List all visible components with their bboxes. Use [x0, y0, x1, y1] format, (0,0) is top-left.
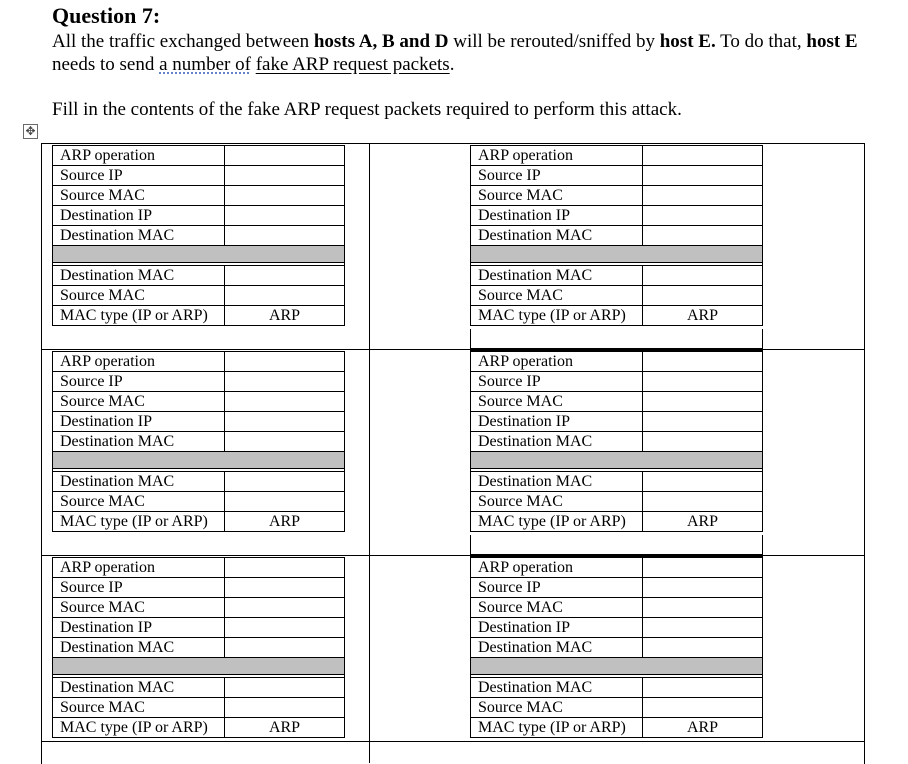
arp-packet-table-6	[470, 557, 761, 738]
arp-operation-input[interactable]	[643, 558, 763, 578]
source-ip-input[interactable]	[643, 372, 763, 392]
eth-source-mac-input[interactable]	[225, 492, 345, 512]
mac-type-label: MAC type (IP or ARP)	[53, 718, 225, 738]
destination-ip-input[interactable]	[225, 412, 345, 432]
destination-mac-input[interactable]	[225, 638, 345, 658]
packet-row	[53, 618, 345, 638]
packet-row	[53, 146, 345, 166]
packet-row	[471, 718, 763, 738]
source-ip-input[interactable]	[643, 166, 763, 186]
packet-row	[53, 206, 345, 226]
eth-source-mac-label: Source MAC	[471, 698, 643, 718]
packet-row	[471, 306, 763, 326]
instruction-text: Fill in the contents of the fake ARP request packets required to perform this attack.	[52, 99, 682, 120]
packet-row	[53, 226, 345, 246]
question-text-underlined: fake ARP request packets	[255, 54, 450, 75]
question-text	[52, 30, 872, 76]
packet-row	[471, 638, 763, 658]
packet-row	[471, 166, 763, 186]
eth-destination-mac-label: Destination MAC	[53, 472, 225, 492]
packet-row	[471, 206, 763, 226]
eth-source-mac-input[interactable]	[643, 286, 763, 306]
eth-source-mac-label: Source MAC	[53, 492, 225, 512]
packet-row	[53, 392, 345, 412]
packet-row	[53, 432, 345, 452]
destination-ip-input[interactable]	[225, 206, 345, 226]
destination-ip-input[interactable]	[643, 206, 763, 226]
packet-row	[53, 598, 345, 618]
source-mac-input[interactable]	[643, 392, 763, 412]
source-ip-label: Source IP	[53, 166, 225, 186]
question-text-part: .	[449, 54, 455, 75]
outer-table-row-divider	[41, 741, 864, 742]
packet-row	[53, 578, 345, 598]
mac-type-value: ARP	[643, 718, 763, 738]
packet-row	[471, 372, 763, 392]
source-ip-input[interactable]	[225, 578, 345, 598]
destination-mac-input[interactable]	[225, 226, 345, 246]
separator-cell	[53, 246, 345, 263]
destination-mac-input[interactable]	[643, 638, 763, 658]
mac-type-value: ARP	[643, 512, 763, 532]
arp-operation-input[interactable]	[225, 146, 345, 166]
source-mac-label: Source MAC	[471, 186, 643, 206]
destination-ip-label: Destination IP	[53, 206, 225, 226]
packet-row	[471, 472, 763, 492]
packet-row	[53, 412, 345, 432]
packet-row	[471, 392, 763, 412]
header-separator-row	[53, 246, 345, 263]
question-text-part: needs to send	[52, 54, 160, 75]
destination-mac-input[interactable]	[225, 432, 345, 452]
source-ip-label: Source IP	[53, 578, 225, 598]
eth-destination-mac-input[interactable]	[225, 678, 345, 698]
packet-row	[471, 578, 763, 598]
mac-type-value: ARP	[643, 306, 763, 326]
destination-ip-input[interactable]	[225, 618, 345, 638]
eth-destination-mac-input[interactable]	[643, 266, 763, 286]
source-ip-input[interactable]	[225, 166, 345, 186]
packet-row	[471, 678, 763, 698]
question-text-part: All the traffic exchanged between	[52, 31, 314, 52]
destination-mac-label: Destination MAC	[53, 638, 225, 658]
arp-packet-table-3	[52, 351, 343, 532]
packet-row	[471, 412, 763, 432]
packet-row	[53, 718, 345, 738]
source-mac-input[interactable]	[225, 186, 345, 206]
eth-source-mac-input[interactable]	[225, 698, 345, 718]
packet-row	[471, 558, 763, 578]
mac-type-label: MAC type (IP or ARP)	[471, 718, 643, 738]
packet-row	[471, 432, 763, 452]
packet-row	[471, 598, 763, 618]
source-mac-input[interactable]	[643, 598, 763, 618]
arp-operation-label: ARP operation	[53, 146, 225, 166]
eth-destination-mac-label: Destination MAC	[53, 266, 225, 286]
destination-mac-input[interactable]	[643, 432, 763, 452]
packet-row	[471, 146, 763, 166]
destination-ip-input[interactable]	[643, 412, 763, 432]
header-separator-row	[53, 452, 345, 469]
mac-type-label: MAC type (IP or ARP)	[53, 306, 225, 326]
source-mac-input[interactable]	[225, 392, 345, 412]
question-text-bold-host-e: host E.	[659, 31, 716, 52]
source-ip-label: Source IP	[53, 372, 225, 392]
eth-source-mac-label: Source MAC	[471, 492, 643, 512]
mac-type-label: MAC type (IP or ARP)	[53, 512, 225, 532]
table-extension	[470, 535, 763, 555]
separator-cell	[471, 658, 763, 675]
packet-row	[53, 512, 345, 532]
eth-source-mac-label: Source MAC	[53, 698, 225, 718]
outer-table-divider	[369, 143, 370, 763]
header-separator-row	[471, 658, 763, 675]
packet-row	[471, 492, 763, 512]
packet-row	[53, 372, 345, 392]
mac-type-value: ARP	[225, 512, 345, 532]
destination-mac-label: Destination MAC	[53, 226, 225, 246]
eth-destination-mac-label: Destination MAC	[471, 678, 643, 698]
eth-destination-mac-label: Destination MAC	[53, 678, 225, 698]
packet-row	[53, 352, 345, 372]
packet-row	[53, 472, 345, 492]
packet-row	[53, 266, 345, 286]
eth-destination-mac-label: Destination MAC	[471, 472, 643, 492]
packet-row	[471, 352, 763, 372]
source-mac-label: Source MAC	[471, 598, 643, 618]
eth-source-mac-input[interactable]	[643, 492, 763, 512]
separator-cell	[53, 452, 345, 469]
source-ip-label: Source IP	[471, 372, 643, 392]
move-handle-icon[interactable]: ✥	[23, 124, 38, 139]
header-separator-row	[53, 658, 345, 675]
destination-mac-input[interactable]	[643, 226, 763, 246]
packet-row	[471, 186, 763, 206]
destination-ip-label: Destination IP	[471, 412, 643, 432]
destination-mac-label: Destination MAC	[471, 638, 643, 658]
source-mac-input[interactable]	[643, 186, 763, 206]
source-ip-label: Source IP	[471, 166, 643, 186]
table-thick-border	[470, 348, 763, 351]
eth-source-mac-input[interactable]	[643, 698, 763, 718]
arp-packet-table-2	[470, 145, 761, 326]
packet-row	[53, 638, 345, 658]
arp-operation-label: ARP operation	[471, 558, 643, 578]
packet-row	[471, 698, 763, 718]
question-text-bold-host-e: host E	[806, 31, 858, 52]
packet-row	[53, 286, 345, 306]
packet-row	[471, 512, 763, 532]
source-mac-label: Source MAC	[53, 186, 225, 206]
separator-cell	[53, 658, 345, 675]
mac-type-label: MAC type (IP or ARP)	[471, 512, 643, 532]
arp-operation-input[interactable]	[643, 352, 763, 372]
source-mac-label: Source MAC	[471, 392, 643, 412]
eth-source-mac-label: Source MAC	[53, 286, 225, 306]
arp-operation-input[interactable]	[225, 352, 345, 372]
question-title: Question 7:	[52, 3, 161, 28]
arp-operation-label: ARP operation	[53, 352, 225, 372]
arp-operation-label: ARP operation	[471, 352, 643, 372]
eth-destination-mac-input[interactable]	[225, 266, 345, 286]
destination-ip-label: Destination IP	[53, 618, 225, 638]
packet-row	[471, 286, 763, 306]
destination-ip-label: Destination IP	[471, 206, 643, 226]
packet-row	[53, 558, 345, 578]
arp-packet-table-5	[52, 557, 343, 738]
packet-row	[53, 306, 345, 326]
header-separator-row	[471, 452, 763, 469]
question-text-bold-hosts: hosts A, B and D	[313, 31, 449, 52]
packet-row	[53, 186, 345, 206]
table-extension	[470, 329, 763, 349]
destination-mac-label: Destination MAC	[471, 226, 643, 246]
separator-cell	[471, 452, 763, 469]
destination-mac-label: Destination MAC	[471, 432, 643, 452]
eth-destination-mac-label: Destination MAC	[471, 266, 643, 286]
header-separator-row	[471, 246, 763, 263]
packet-row	[471, 226, 763, 246]
eth-source-mac-label: Source MAC	[471, 286, 643, 306]
source-mac-input[interactable]	[225, 598, 345, 618]
packet-row	[53, 678, 345, 698]
source-ip-input[interactable]	[643, 578, 763, 598]
arp-packet-table-4	[470, 351, 761, 532]
arp-operation-input[interactable]	[225, 558, 345, 578]
source-ip-input[interactable]	[225, 372, 345, 392]
question-text-dotted: a number of	[159, 54, 251, 75]
question-text-part: To do that,	[715, 31, 807, 52]
eth-destination-mac-input[interactable]	[643, 472, 763, 492]
destination-ip-label: Destination IP	[471, 618, 643, 638]
arp-operation-label: ARP operation	[471, 146, 643, 166]
question-text-part: will be rerouted/sniffed by	[448, 31, 660, 52]
destination-ip-input[interactable]	[643, 618, 763, 638]
eth-destination-mac-input[interactable]	[225, 472, 345, 492]
packet-row	[471, 266, 763, 286]
mac-type-value: ARP	[225, 718, 345, 738]
mac-type-label: MAC type (IP or ARP)	[471, 306, 643, 326]
source-ip-label: Source IP	[471, 578, 643, 598]
arp-packet-table-1	[52, 145, 343, 326]
eth-destination-mac-input[interactable]	[643, 678, 763, 698]
table-thick-border	[470, 554, 763, 557]
packet-row	[53, 698, 345, 718]
separator-cell	[471, 246, 763, 263]
arp-operation-label: ARP operation	[53, 558, 225, 578]
packet-row	[53, 492, 345, 512]
destination-mac-label: Destination MAC	[53, 432, 225, 452]
source-mac-label: Source MAC	[53, 392, 225, 412]
eth-source-mac-input[interactable]	[225, 286, 345, 306]
destination-ip-label: Destination IP	[53, 412, 225, 432]
arp-operation-input[interactable]	[643, 146, 763, 166]
source-mac-label: Source MAC	[53, 598, 225, 618]
packet-row	[53, 166, 345, 186]
mac-type-value: ARP	[225, 306, 345, 326]
packet-row	[471, 618, 763, 638]
